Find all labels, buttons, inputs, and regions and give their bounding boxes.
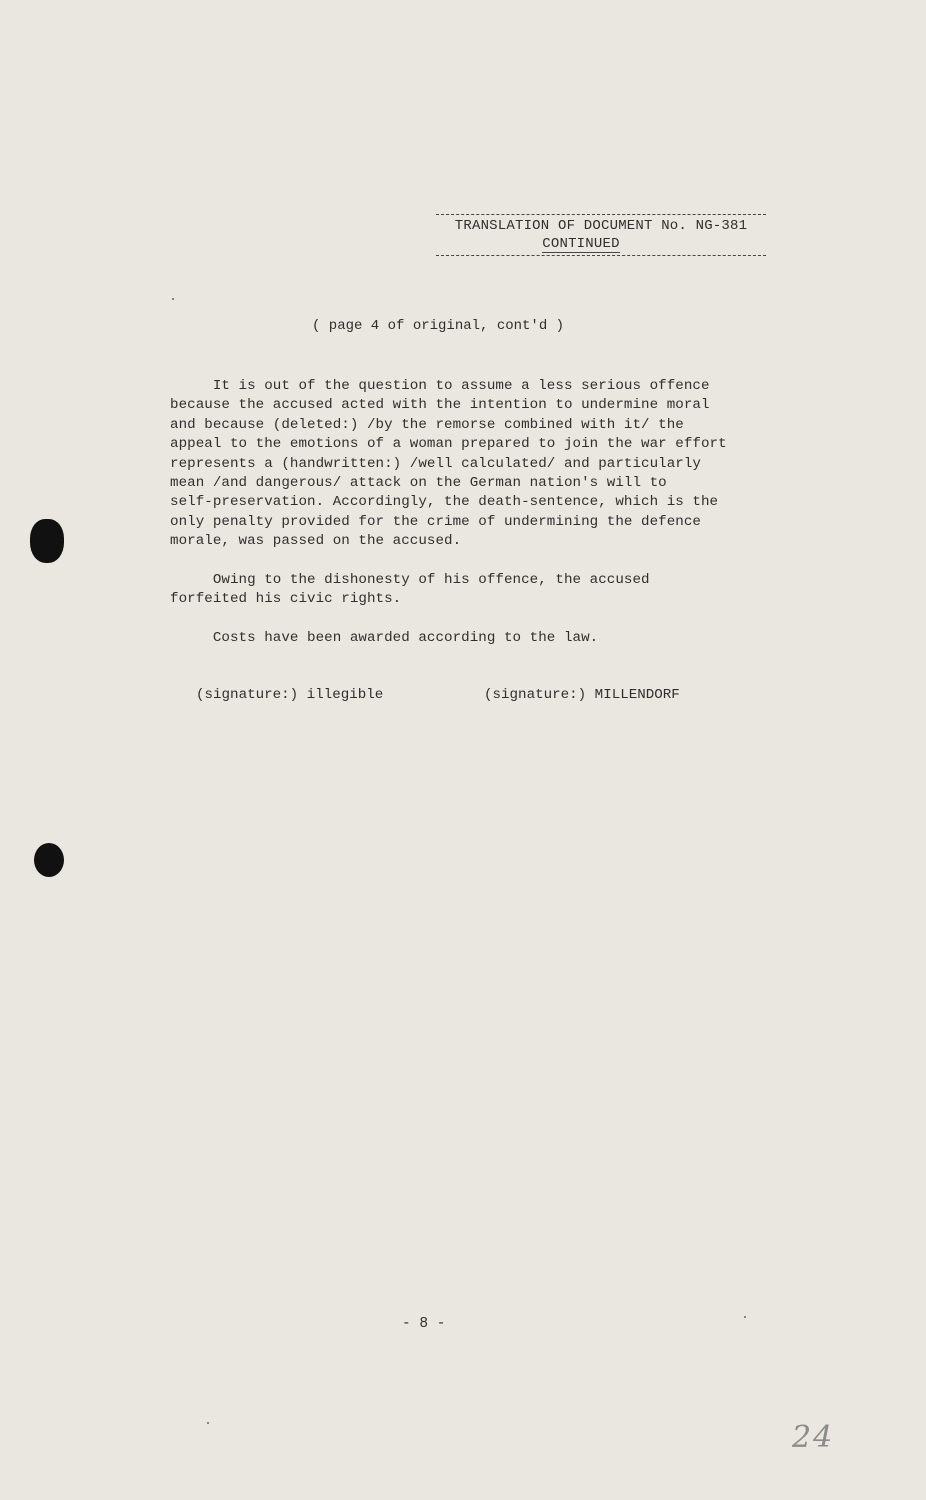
paper-speck [744, 1316, 746, 1318]
paper-speck [207, 1422, 209, 1424]
paragraph-costs: Costs have been awarded according to the law. [170, 630, 599, 646]
paragraph-judgment: It is out of the question to assume a less serious offence because the accused acted with the intention to undermine moral and because (deleted:) /by the remorse combined with it/ the appeal to the emotions of a woman prepared to join the war effort represents a (handwritten:) /well calculated/ and particularly mean /and dangerous/ attack on the German nation's will to self-preservation. Accordingly, the death-sentence, which is the only penalty provided for the crime of undermining the defence morale, was passed on the accused. [170, 378, 727, 550]
header-title: TRANSLATION OF DOCUMENT No. NG-381 [454, 218, 748, 234]
page-number: - 8 - [402, 1316, 446, 1332]
signature-right: (signature:) MILLENDORF [484, 687, 680, 703]
handwritten-page-number: 24 [792, 1420, 835, 1455]
document-header [434, 214, 768, 256]
punch-hole-bottom [34, 843, 64, 877]
header-rule-bottom [436, 255, 766, 256]
header-subtitle: CONTINUED [542, 236, 620, 252]
signature-left: (signature:) illegible [196, 687, 384, 703]
paper-speck [172, 298, 174, 300]
header-rule-top [436, 214, 766, 215]
punch-hole-top [30, 519, 64, 563]
page-reference: ( page 4 of original, cont'd ) [312, 318, 565, 334]
paragraph-civic-rights: Owing to the dishonesty of his offence, the accused forfeited his civic rights. [170, 572, 650, 608]
